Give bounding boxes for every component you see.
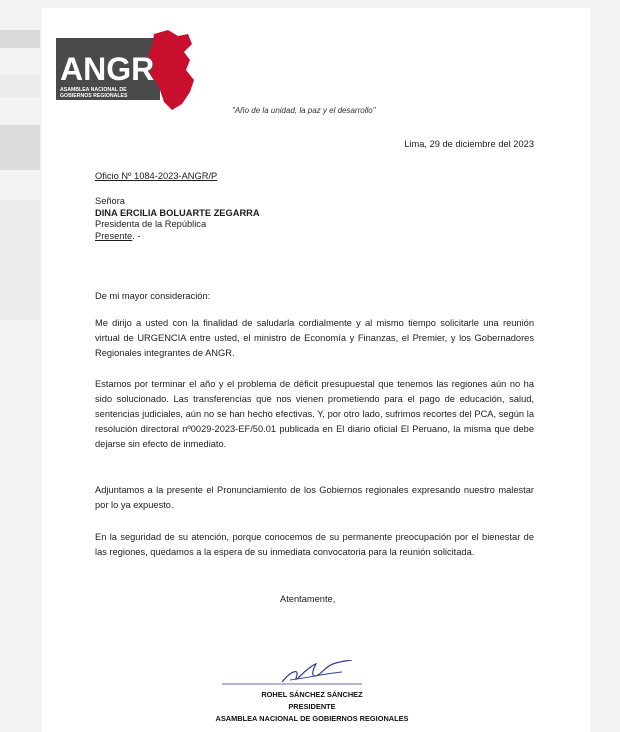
angr-logo [56,30,198,112]
background-strip [0,125,40,170]
logo-subtitle-line1: ASAMBLEA NACIONAL DE [60,87,127,93]
paragraph-attachment: Adjuntamos a la presente el Pronunciamiento de los Gobiernos regionales expresando nuestro malestar por lo ya expuesto. [95,485,534,510]
letter-date: Lima, 29 de diciembre del 2023 [404,139,534,149]
signer-organization: ASAMBLEA NACIONAL DE GOBIERNOS REGIONALES [215,714,409,723]
logo-subtitle-line2: GOBIERNOS REGIONALES [60,93,128,99]
handwritten-signature [212,660,412,690]
year-motto: "Año de la unidad, la paz y el desarrollo" [232,106,376,115]
closing-phrase: Atentamente, [280,594,336,604]
paragraph-deficit: Estamos por terminar el año y el problema de déficit presupuestal que tenemos las regiones aún no ha sido solucionado. Las transferencias que nos vienen prometiendo para el pago de educación, salud, sentencias judiciales, aún no se han hecho efectivas. Y, por otro lado, sufrimos recortes del PCA, según la resolución directoral nº0029-2023-EF/50.01 publicada en El diario oficial El Peruano, la misma que debe dejarse sin efecto de inmediato. [95,379,534,449]
letter-page [42,8,590,732]
letter-reference: Oficio Nº 1084-2023-ANGR/P [95,171,218,181]
background-strip [0,200,40,320]
presente-word: Presente [95,230,133,241]
paragraph-closing: En la seguridad de su atención, porque conocemos de su permanente preocupación por el bienestar de las regiones, quedamos a la espera de su inmediata convocatoria para la reunión solicitada. [95,532,534,557]
salutation-title: Señora [95,196,125,206]
recipient-role: Presidenta de la República [95,219,207,229]
recipient-block [95,196,260,242]
paragraph-request: Me dirijo a usted con la finalidad de saludarla cordialmente y al mismo tiempo solicitarle una reunión virtual de URGENCIA entre usted, el ministro de Economía y Finanzas, el Premier, y los Gobernadores Regionales integrantes de ANGR. [95,318,534,358]
recipient-name: DINA ERCILIA BOLUARTE ZEGARRA [95,207,260,218]
background-strip [0,75,40,97]
presente-line [95,231,260,243]
presente-suffix: . - [132,230,141,241]
signer-role: PRESIDENTE [288,702,336,711]
greeting: De mi mayor consideración: [95,291,211,301]
background-strip [0,30,40,48]
signer-name: ROHEL SÁNCHEZ SÁNCHEZ [261,690,363,699]
logo-text: ANGR [60,51,155,87]
